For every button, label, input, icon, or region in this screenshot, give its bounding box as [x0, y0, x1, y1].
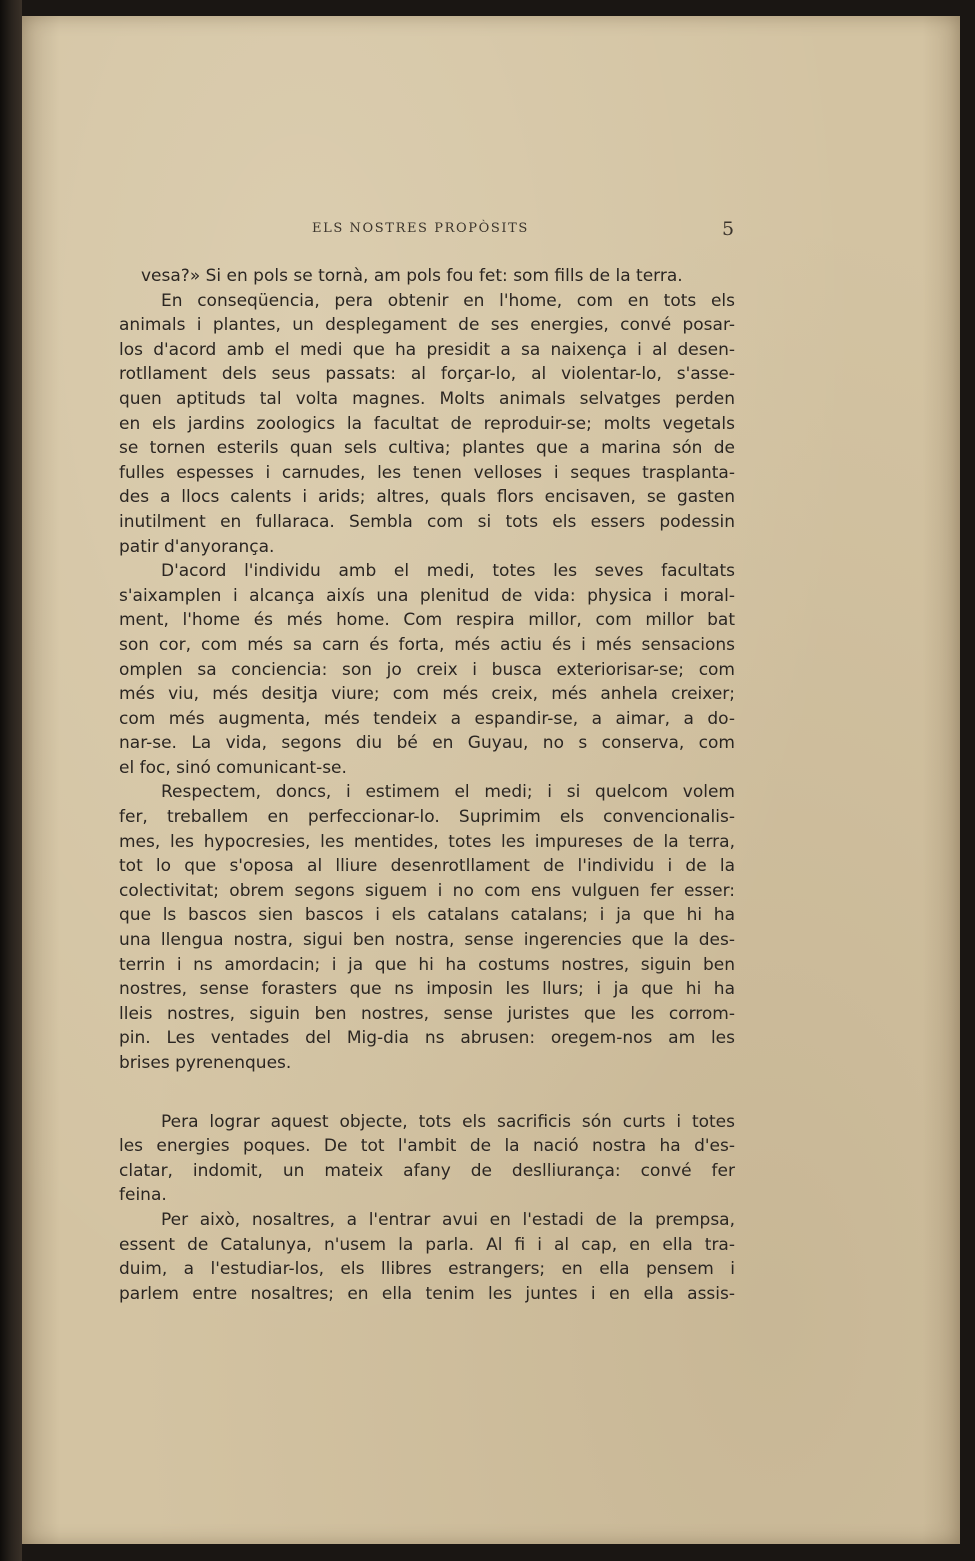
text-line: inutilment en fullaraca. Sembla com si tots els essers podessin [119, 511, 735, 532]
running-title: ELS NOSTRES PROPÒSITS [312, 221, 529, 236]
text-line: son cor, com més sa carn és forta, més actiu és i més sensacions [119, 634, 735, 655]
text-line: omplen sa conciencia: son jo creix i busca exteriorisar-se; com [119, 659, 735, 680]
text-line: essent de Catalunya, n'usem la parla. Al fi i al cap, en ella tra- [119, 1234, 735, 1255]
text-line: fer, treballem en perfeccionar-lo. Suprimim els convencionalis- [119, 807, 735, 828]
text-line: com més augmenta, més tendeix a espandir-se, a aimar, a do- [119, 708, 735, 729]
section-gap [119, 1076, 735, 1110]
text-line: duim, a l'estudiar-los, els llibres estrangers; en ella pensem i [119, 1259, 735, 1280]
text-line: se tornen esterils quan sels cultiva; plantes que a marina són de [119, 438, 735, 459]
text-line: una llengua nostra, sigui ben nostra, sense ingerencies que la des- [119, 930, 735, 951]
text-line: parlem entre nosaltres; en ella tenim les juntes i en ella assis- [119, 1283, 735, 1304]
text-line: animals i plantes, un desplegament de ses energies, convé posar- [119, 315, 735, 336]
text-line: patir d'anyorança. [119, 536, 275, 557]
text-line: rotllament dels seus passats: al forçar-lo, al violentar-lo, s'asse- [119, 364, 735, 385]
paragraph-5 [119, 1110, 735, 1208]
paragraph-4 [119, 780, 735, 1075]
text-line: Respectem, doncs, i estimem el medi; i si quelcom volem [161, 782, 735, 803]
page-number: 5 [722, 218, 735, 240]
text-line: En conseqüencia, pera obtenir en l'home, com en tots els [161, 290, 735, 311]
text-line: terrin i ns amordacin; i ja que hi ha costums nostres, siguin ben [119, 954, 735, 975]
paragraph-6 [119, 1208, 735, 1306]
text-line: vesa?» Si en pols se tornà, am pols fou fet: som fills de la terra. [141, 266, 683, 286]
text-line: brises pyrenenques. [119, 1053, 292, 1073]
text-line: pin. Les ventades del Mig-dia ns abrusen: oregem-nos am les [119, 1028, 735, 1049]
text-line: quen aptituds tal volta magnes. Molts animals selvatges perden [119, 388, 735, 409]
text-line: mes, les hypocresies, les mentides, totes les impureses de la terra, [119, 831, 735, 852]
text-line: fulles espesses i carnudes, les tenen velloses i seques trasplanta- [119, 462, 735, 483]
text-line: més viu, més desitja viure; com més creix, més anhela creixer; [119, 684, 735, 705]
text-line: ment, l'home és més home. Com respira millor, com millor bat [119, 610, 735, 631]
text-line: colectivitat; obrem segons siguem i no com ens vulguen fer esser: [119, 880, 735, 901]
paragraph-1 [119, 264, 735, 289]
text-line: los d'acord amb el medi que ha presidit a sa naixença i al desen- [119, 339, 735, 360]
text-line: Per això, nosaltres, a l'entrar avui en l'estadi de la prempsa, [161, 1209, 735, 1230]
text-line: el foc, sinó comunicant-se. [119, 757, 347, 778]
text-line: que ls bascos sien bascos i els catalans catalans; i ja que hi ha [119, 905, 735, 926]
text-line: les energies poques. De tot l'ambit de la nació nostra ha d'es- [119, 1136, 735, 1157]
text-line: Pera lograr aquest objecte, tots els sacrificis són curts i totes [161, 1111, 735, 1132]
text-line: clatar, indomit, un mateix afany de deslliurança: convé fer [119, 1160, 735, 1181]
text-line: en els jardins zoologics la facultat de reproduir-se; molts vegetals [119, 413, 735, 434]
text-line: lleis nostres, siguin ben nostres, sense juristes que les corrom- [119, 1003, 735, 1024]
paragraph-3 [119, 559, 735, 780]
book-binding-edge [0, 0, 22, 1561]
text-line: feina. [119, 1185, 167, 1206]
text-line: D'acord l'individu amb el medi, totes les seves facultats [161, 561, 735, 582]
body-text [119, 264, 735, 1306]
text-line: des a llocs calents i arids; altres, quals flors encisaven, se gasten [119, 487, 735, 508]
paragraph-2 [119, 289, 735, 560]
text-line: nar-se. La vida, segons diu bé en Guyau, no s conserva, com [119, 733, 735, 754]
paper-sheet [22, 16, 960, 1544]
text-line: s'aixamplen i alcança aixís una plenitud de vida: physica i moral- [119, 585, 735, 606]
text-line: tot lo que s'oposa al lliure desenrotllament de l'individu i de la [119, 856, 735, 877]
text-line: nostres, sense forasters que ns imposin les llurs; i ja que hi ha [119, 979, 735, 1000]
